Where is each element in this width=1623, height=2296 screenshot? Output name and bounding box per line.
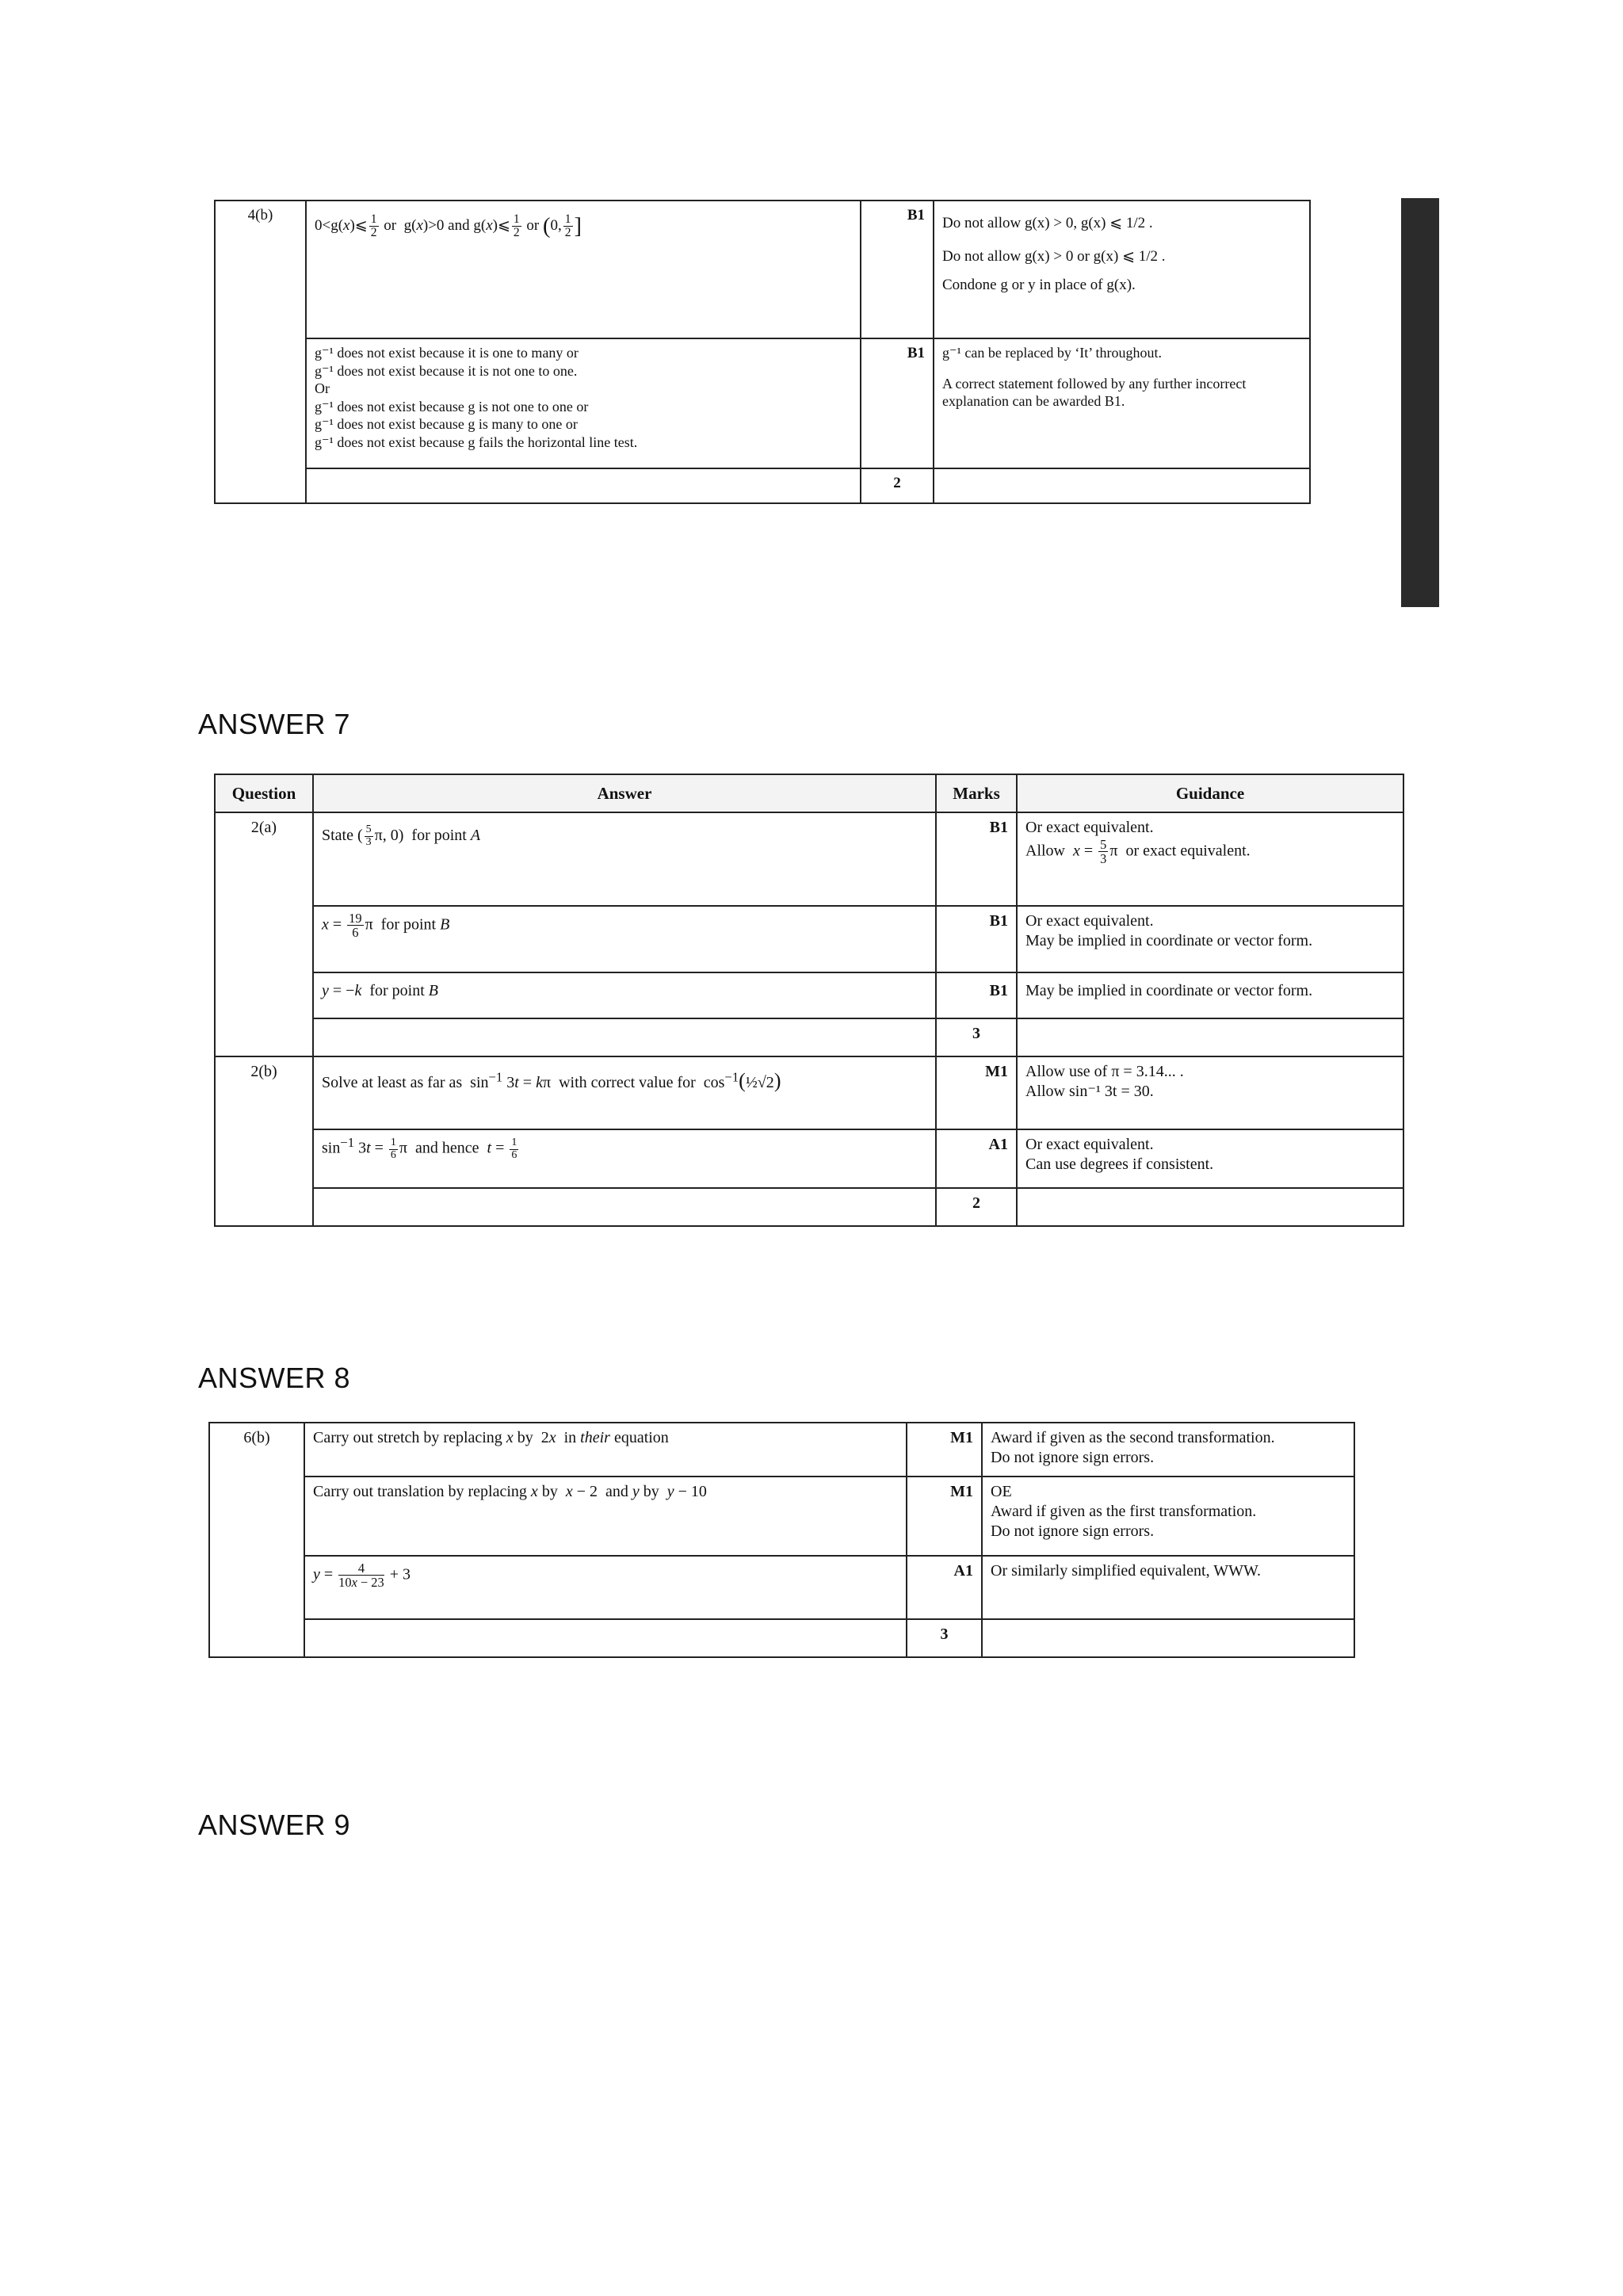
mark-cell: B1 — [861, 201, 934, 338]
answer-cell: State ( $\frac{5}{3}$ π, 0) for point A — [313, 812, 936, 906]
answer-cell — [306, 338, 861, 468]
mark-cell: M1 — [936, 1056, 1017, 1129]
guidance-line: A correct statement followed by any further incorrect explanation can be awarded B1. — [942, 375, 1247, 409]
mark-scheme-table-2 — [214, 774, 1404, 1227]
table-row — [209, 1556, 1354, 1619]
answer-cell: $\sin^{-1} 3t$ = $\frac{1}{6}$ π and hence t = $\frac{1}{6}$ — [313, 1129, 936, 1188]
guidance-cell-empty — [1017, 1188, 1403, 1226]
answer-range: 0<g(x)⩽ $\frac{1}{2}$ or g(x)>0 and g(x)⩽ $\frac{1}{2}$ or (0, $\frac{1}{2}$ ] — [315, 212, 582, 240]
table-row — [215, 812, 1403, 906]
guidance-line: OE — [991, 1483, 1012, 1500]
table-row — [215, 468, 1310, 503]
guidance-line: Do not allow g(x) > 0, g(x) ⩽ 1/2 . — [942, 215, 1153, 231]
mark-cell: B1 — [936, 906, 1017, 972]
table-row — [215, 1188, 1403, 1226]
question-cell: 2(a) — [215, 812, 313, 1056]
mark-cell: M1 — [907, 1423, 982, 1477]
answer-cell-empty — [313, 1188, 936, 1226]
answer-cell — [306, 201, 861, 338]
guidance-line: Or exact equivalent. — [1025, 1136, 1154, 1154]
answer-line: g⁻¹ does not exist because it is not one to one. — [315, 362, 578, 379]
guidance-cell — [982, 1477, 1354, 1556]
guidance-line: Allow sin⁻¹ 3t = 30. — [1025, 1083, 1154, 1101]
table-row — [215, 906, 1403, 972]
table-row — [215, 972, 1403, 1018]
guidance-line: Do not allow g(x) > 0 or g(x) ⩽ 1/2 . — [942, 247, 1166, 265]
mark-cell: B1 — [936, 972, 1017, 1018]
total-mark-cell: 2 — [861, 468, 934, 503]
header-guidance: Guidance — [1017, 774, 1403, 812]
table-header-row — [215, 774, 1403, 812]
answer-cell-empty — [306, 468, 861, 503]
table-row — [215, 1129, 1403, 1188]
guidance-cell-empty — [1017, 1018, 1403, 1056]
header-answer: Answer — [313, 774, 936, 812]
table-row — [215, 201, 1310, 338]
heading-answer-7: ANSWER 7 — [198, 708, 351, 740]
guidance-cell-empty — [982, 1619, 1354, 1657]
guidance-line: Condone g or y in place of g(x). — [942, 276, 1136, 293]
guidance-line: Or exact equivalent. — [1025, 912, 1154, 930]
guidance-line: Do not ignore sign errors. — [991, 1449, 1155, 1466]
question-cell: 2(b) — [215, 1056, 313, 1226]
table-row — [215, 1018, 1403, 1056]
answer-line: g⁻¹ does not exist because g is not one to one or — [315, 398, 589, 415]
header-question: Question — [215, 774, 313, 812]
header-marks: Marks — [936, 774, 1017, 812]
guidance-line: Or exact equivalent. — [1025, 819, 1154, 837]
mark-cell: B1 — [936, 812, 1017, 906]
heading-answer-8: ANSWER 8 — [198, 1362, 351, 1394]
total-mark-cell: 3 — [907, 1619, 982, 1657]
guidance-cell — [1017, 812, 1403, 906]
guidance-line: Can use degrees if consistent. — [1025, 1156, 1214, 1174]
mark-scheme-table-4b — [214, 200, 1311, 504]
guidance-cell — [934, 338, 1310, 468]
answer-line: g⁻¹ does not exist because it is one to many or — [315, 345, 579, 361]
table-row — [209, 1423, 1354, 1477]
guidance-cell: Or similarly simplified equivalent, WWW. — [982, 1556, 1354, 1619]
side-bar — [1401, 198, 1439, 607]
answer-cell: Solve at least as far as $\sin^{-1} 3t = k\pi$ with correct value for $\cos^{-1}(\frac{1}{2}√2)$ — [313, 1056, 936, 1129]
answer-cell-empty — [304, 1619, 907, 1657]
guidance-cell — [934, 201, 1310, 338]
answer-line: Or — [315, 380, 330, 396]
table-row — [209, 1619, 1354, 1657]
answer-cell: Carry out stretch by replacing x by 2x in their equation — [304, 1423, 907, 1477]
answer-cell: x = $\frac{19}{6}$ π for point B — [313, 906, 936, 972]
mark-cell: A1 — [907, 1556, 982, 1619]
mark-cell: B1 — [861, 338, 934, 468]
answer-line: g⁻¹ does not exist because g is many to one or — [315, 416, 578, 432]
mark-cell: M1 — [907, 1477, 982, 1556]
mark-scheme-table-6b — [208, 1422, 1355, 1658]
answer-cell: y = −k for point B — [313, 972, 936, 1018]
guidance-cell — [982, 1423, 1354, 1477]
guidance-cell — [1017, 1129, 1403, 1188]
guidance-cell — [1017, 906, 1403, 972]
question-cell: 4(b) — [215, 201, 306, 503]
answer-cell: y = $\frac{4}{10x - 23}$ + 3 — [304, 1556, 907, 1619]
guidance-cell: May be implied in coordinate or vector form. — [1017, 972, 1403, 1018]
guidance-cell — [1017, 1056, 1403, 1129]
guidance-line: Award if given as the second transformation. — [991, 1429, 1275, 1446]
question-cell: 6(b) — [209, 1423, 304, 1657]
guidance-line: g⁻¹ can be replaced by ‘It’ throughout. — [942, 345, 1162, 361]
mark-cell: A1 — [936, 1129, 1017, 1188]
guidance-line: Do not ignore sign errors. — [991, 1522, 1155, 1540]
guidance-line: Allow x = $\frac{5}{3}$ π or exact equivalent. — [1025, 837, 1251, 867]
guidance-line: May be implied in coordinate or vector form. — [1025, 932, 1313, 950]
total-mark-cell: 2 — [936, 1188, 1017, 1226]
guidance-line: Allow use of π = 3.14... . — [1025, 1063, 1184, 1081]
table-row — [215, 338, 1310, 468]
guidance-line: Award if given as the first transformation. — [991, 1503, 1257, 1520]
table-row — [215, 1056, 1403, 1129]
table-row — [209, 1477, 1354, 1556]
total-mark-cell: 3 — [936, 1018, 1017, 1056]
answer-line: g⁻¹ does not exist because g fails the horizontal line test. — [315, 434, 638, 450]
guidance-cell-empty — [934, 468, 1310, 503]
answer-cell: Carry out translation by replacing x by x − 2 and y by y − 10 — [304, 1477, 907, 1556]
answer-cell-empty — [313, 1018, 936, 1056]
heading-answer-9: ANSWER 9 — [198, 1809, 351, 1841]
